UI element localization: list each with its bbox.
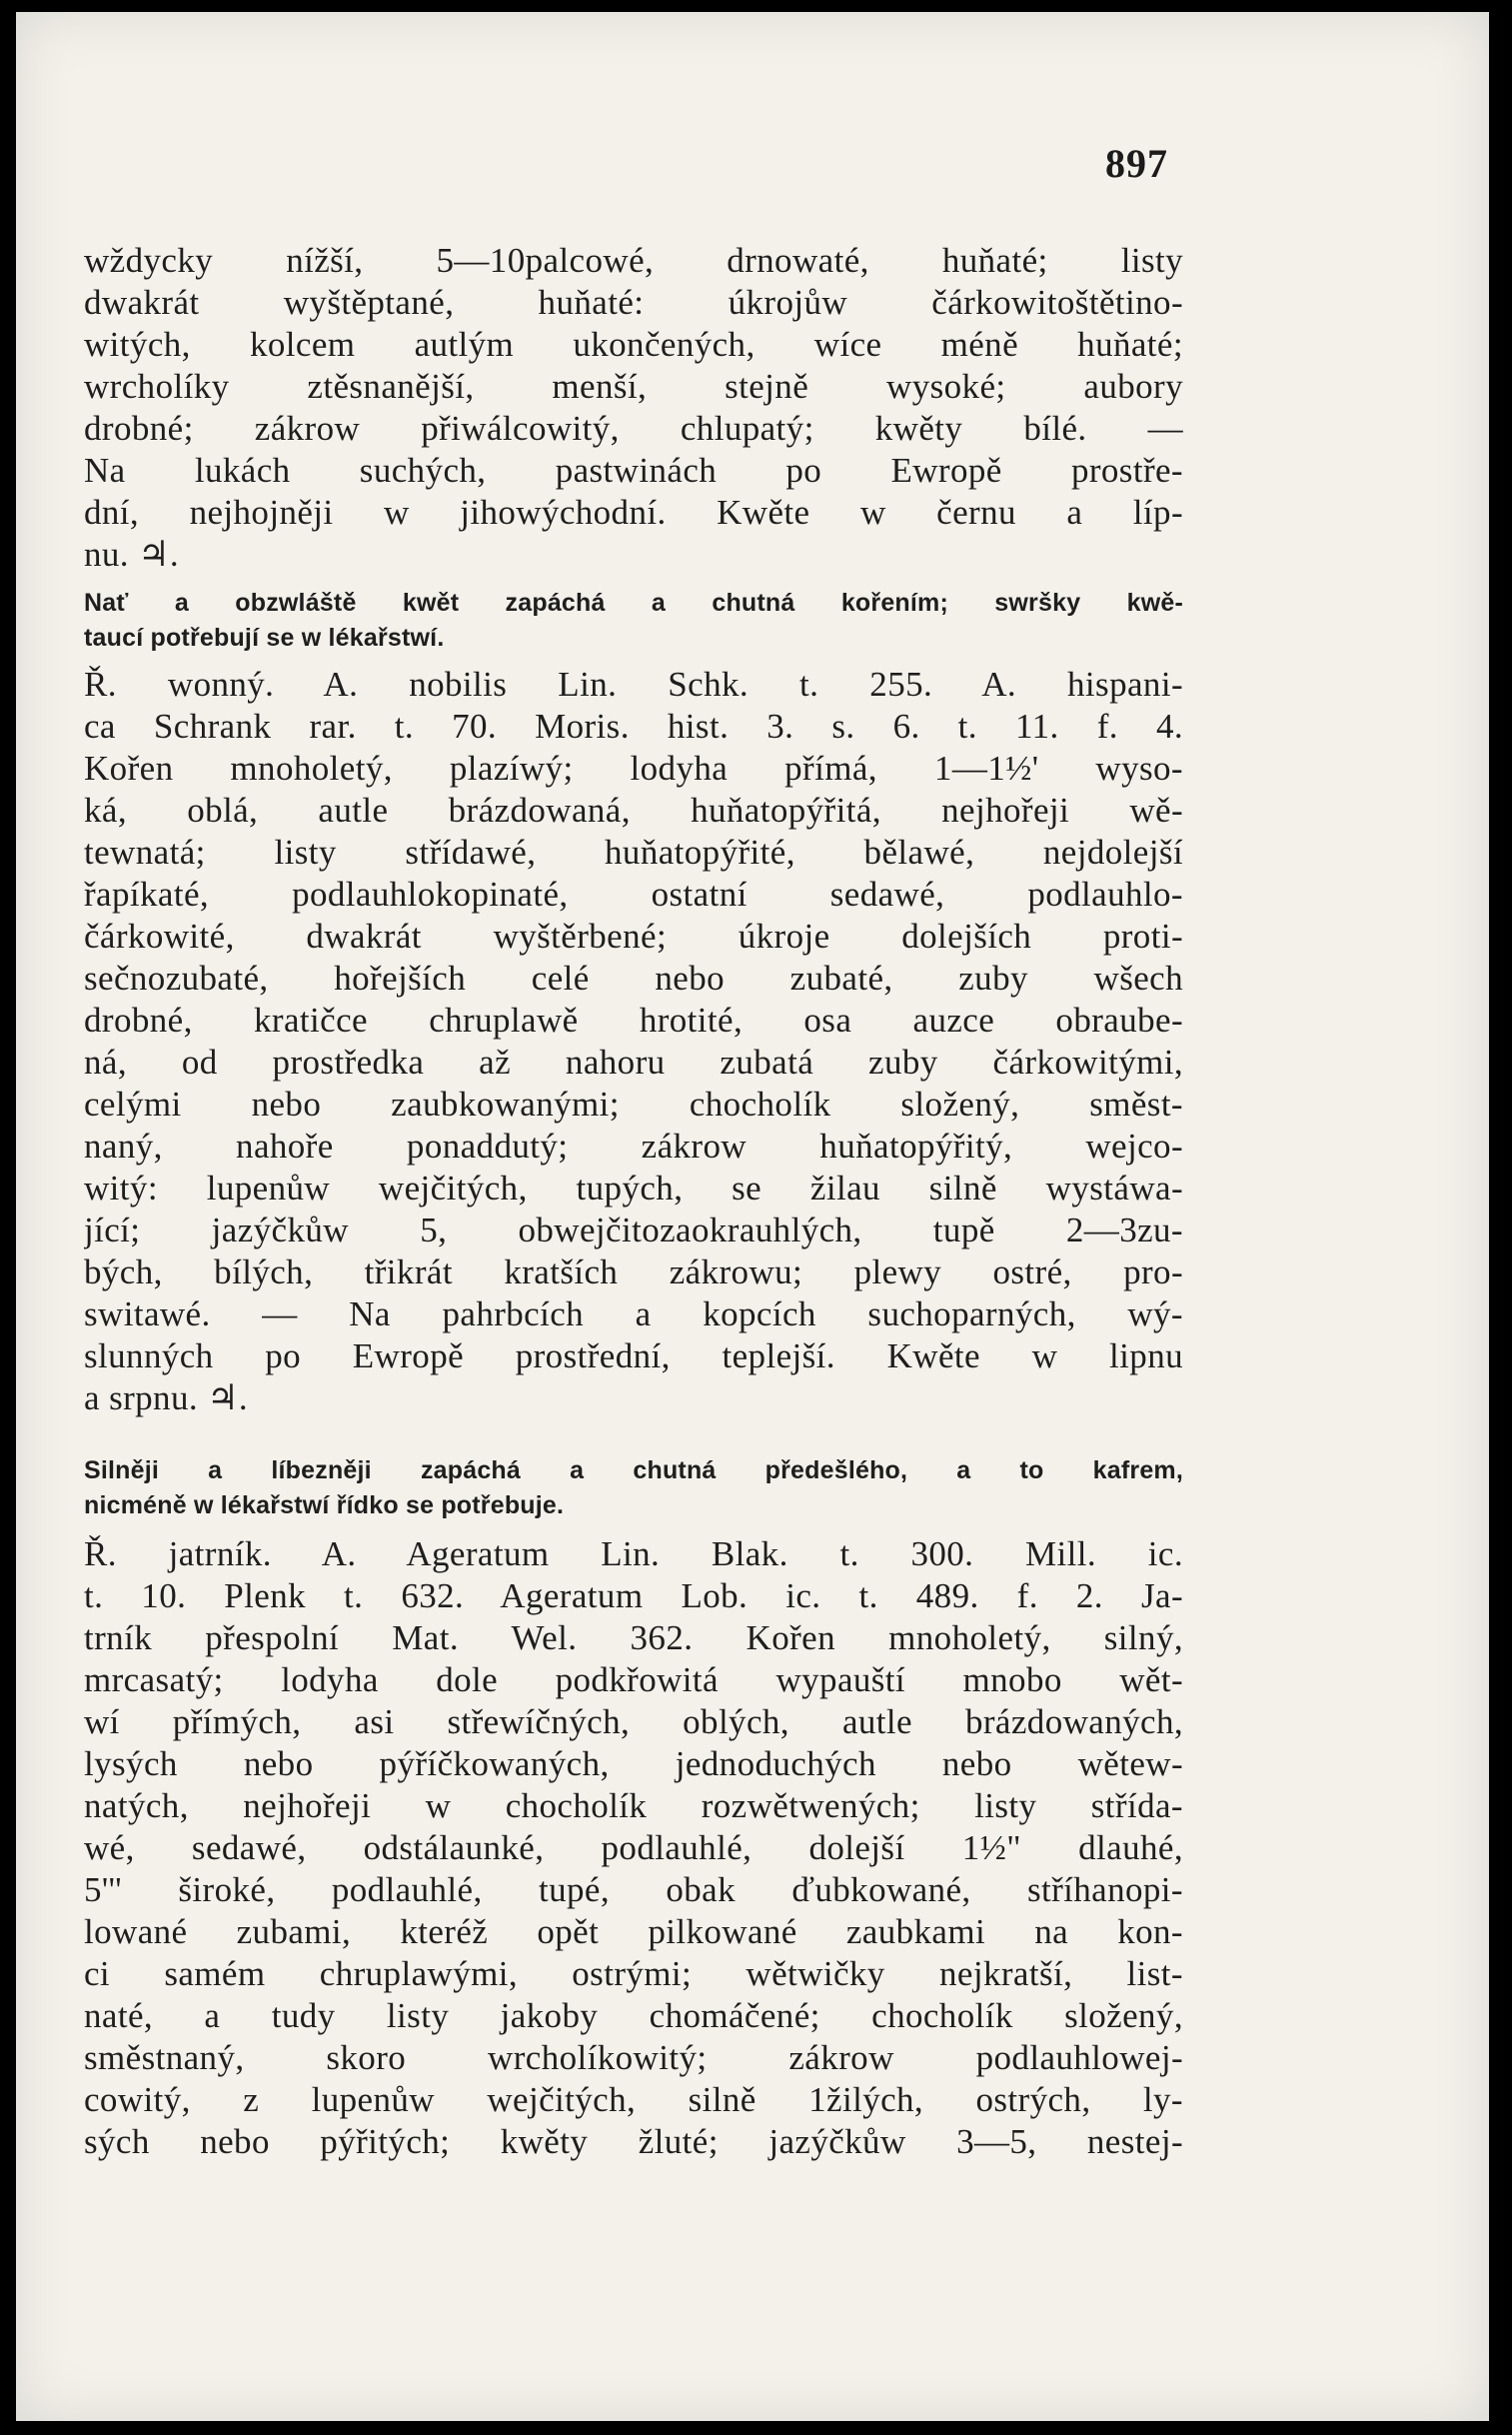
text-line: ca Schrank rar. t. 70. Moris. hist. 3. s. 6. t. 11. f. 4. (84, 707, 1183, 746)
page-number: 897 (1105, 141, 1168, 186)
note-line: nicméně w lékařstwí řídko se potřebuje. (84, 1491, 565, 1519)
text-line: směstnaný, skoro wrcholíkowitý; zákrow podlauhlowej- (84, 2038, 1183, 2077)
text-line: slunných po Ewropě prostřední, teplejší. Kwěte w lipnu (84, 1336, 1183, 1375)
text-line: wždycky nížší, 5—10palcowé, drnowaté, huňaté; listy (84, 241, 1183, 280)
text-block-2 (84, 664, 1183, 1419)
text-line: wrcholíky ztěsnanější, menší, stejně wysoké; aubory (84, 367, 1183, 406)
text-line: celými nebo zaubkowanými; chocholík složený, směst- (84, 1085, 1183, 1124)
text-line: jící; jazýčkůw 5, obwejčitozaokrauhlých, tupě 2—3zu- (84, 1211, 1183, 1249)
text-line: witý: lupenůw wejčitých, tupých, se žilau silně wystáwa- (84, 1169, 1183, 1208)
text-line: switawé. — Na pahrbcích a kopcích suchoparných, wý- (84, 1294, 1183, 1333)
text-line: 5''' široké, podlauhlé, tupé, obak ďubkowané, stříhanopi- (84, 1870, 1183, 1909)
book-page (16, 12, 1489, 2421)
text-line: Na lukách suchých, pastwinách po Ewropě prostře- (84, 451, 1183, 490)
text-line: ká, oblá, autle brázdowaná, huňatopýřitá, nejhořeji wě- (84, 791, 1183, 830)
text-line: dní, nejhojněji w jihowýchodní. Kwěte w černu a líp- (84, 493, 1183, 532)
text-line: t. 10. Plenk t. 632. Ageratum Lob. ic. t. 489. f. 2. Ja- (84, 1576, 1183, 1615)
note-line: Silněji a líbezněji zapáchá a chutná předešlého, a to kafrem, (84, 1456, 1183, 1484)
text-line: čárkowité, dwakrát wyštěrbené; úkroje dolejších proti- (84, 917, 1183, 956)
text-line: drobné; zákrow přiwálcowitý, chlupatý; kwěty bílé. — (84, 409, 1183, 448)
text-line: wí přímých, asi střewíčných, oblých, autle brázdowaných, (84, 1702, 1183, 1741)
text-line: drobné, kratičce chruplawě hrotité, osa auzce obraube- (84, 1001, 1183, 1040)
text-line: Kořen mnoholetý, plazíwý; lodyha přímá, 1—1½' wyso- (84, 749, 1183, 788)
text-line: naný, nahoře ponaddutý; zákrow huňatopýřitý, wejco- (84, 1127, 1183, 1166)
note-line: taucí potřebují se w lékařstwí. (84, 624, 445, 652)
text-line: sých nebo pýřitých; kwěty žluté; jazýčkůw 3—5, nestej- (84, 2122, 1183, 2161)
text-line: řapíkaté, podlauhlokopinaté, ostatní sedawé, podlauhlo- (84, 875, 1183, 914)
note-block-1 (84, 586, 1183, 656)
text-line: wé, sedawé, odstálaunké, podlauhlé, dolejší 1½" dlauhé, (84, 1828, 1183, 1867)
text-line: bých, bílých, třikrát kratších zákrowu; plewy ostré, pro- (84, 1252, 1183, 1291)
text-line: ci samém chruplawými, ostrými; wětwičky nejkratší, list- (84, 1954, 1183, 1993)
text-line: a srpnu. ♃. (84, 1378, 249, 1417)
note-block-2 (84, 1453, 1183, 1523)
text-block-1 (84, 240, 1183, 576)
text-line: witých, kolcem autlým ukončených, wíce méně huňaté; (84, 325, 1183, 364)
text-line: ná, od prostředka až nahoru zubatá zuby čárkowitými, (84, 1043, 1183, 1082)
text-line: lowané zubami, kteréž opět pilkowané zaubkami na kon- (84, 1912, 1183, 1951)
text-line: cowitý, z lupenůw wejčitých, silně 1žilých, ostrých, ly- (84, 2080, 1183, 2119)
text-line: sečnozubaté, hořejších celé nebo zubaté, zuby wšech (84, 959, 1183, 998)
text-line: nu. ♃. (84, 535, 180, 574)
text-line: natých, nejhořeji w chocholík rozwětwených; listy střída- (84, 1786, 1183, 1825)
text-line: Ř. jatrník. A. Ageratum Lin. Blak. t. 300. Mill. ic. (84, 1534, 1183, 1573)
text-line: tewnatá; listy střídawé, huňatopýřité, bělawé, nejdolejší (84, 833, 1183, 872)
text-line: mrcasatý; lodyha dole podkřowitá wypauští mnobo wět- (84, 1660, 1183, 1699)
text-line: trník přespolní Mat. Wel. 362. Kořen mnoholetý, silný, (84, 1618, 1183, 1657)
text-line: Ř. wonný. A. nobilis Lin. Schk. t. 255. A. hispani- (84, 665, 1183, 704)
text-line: naté, a tudy listy jakoby chomáčené; chocholík složený, (84, 1996, 1183, 2035)
note-line: Nať a obzwláště kwět zapáchá a chutná kořením; swršky kwě- (84, 589, 1183, 617)
text-block-3 (84, 1533, 1183, 2163)
text-line: lysých nebo pýříčkowaných, jednoduchých nebo wětew- (84, 1744, 1183, 1783)
text-line: dwakrát wyštěptané, huňaté: úkrojůw čárkowitoštětino- (84, 283, 1183, 322)
